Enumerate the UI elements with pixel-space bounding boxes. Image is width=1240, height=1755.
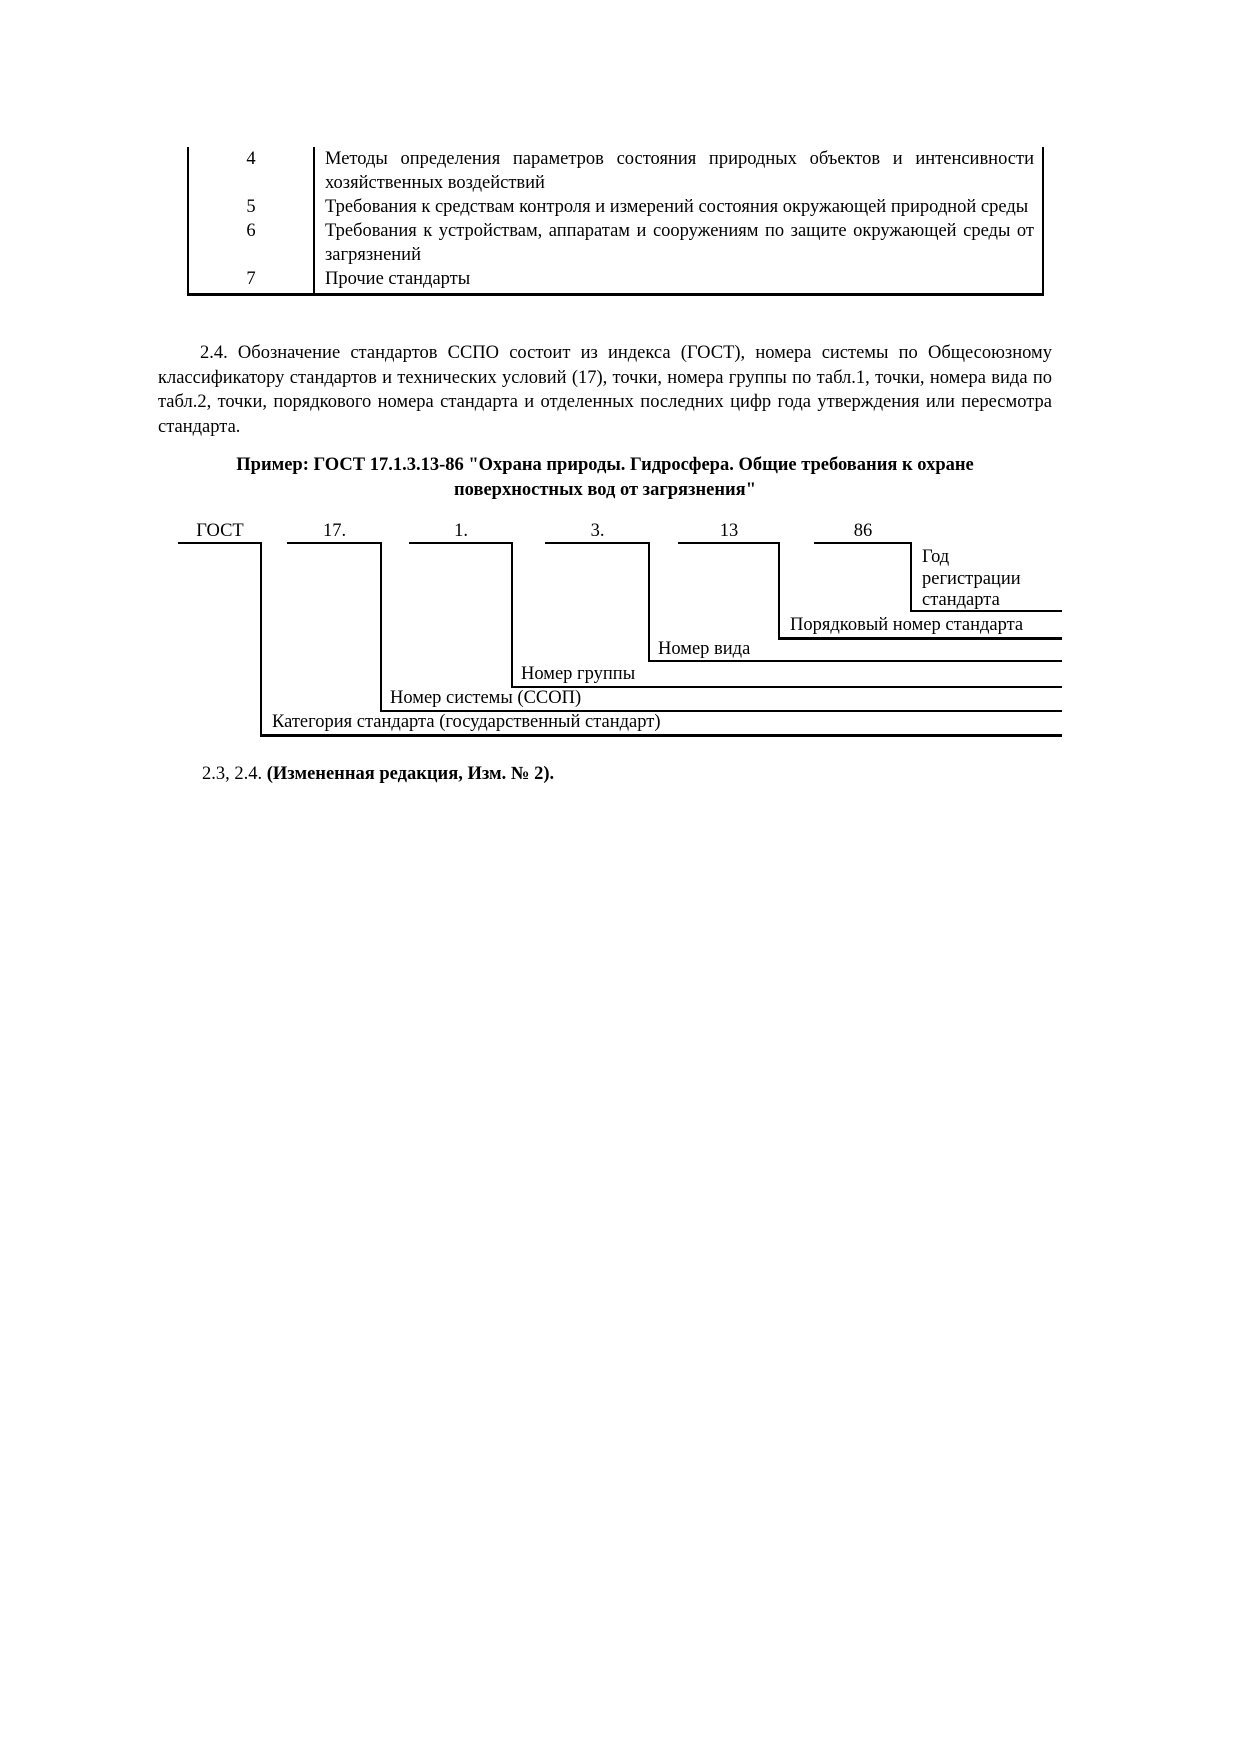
label-year-line-2: регистрации xyxy=(922,568,1021,589)
line-group-number xyxy=(511,686,1062,688)
label-year-line-1: Год xyxy=(922,547,950,567)
row-text-cell: Требования к средствам контроля и измерений состояния окружающей природной среды xyxy=(314,195,1043,219)
example-heading-line-1: Пример: ГОСТ 17.1.3.13-86 "Охрана природы. Гидросфера. Общие требования к охране xyxy=(236,455,974,475)
row-text-cell: Прочие стандарты xyxy=(314,267,1043,295)
connector-gost xyxy=(260,542,262,736)
line-kind-number xyxy=(648,660,1062,662)
clause-2-4-paragraph: 2.4. Обозначение стандартов ССПО состоит из индекса (ГОСТ), номера системы по Общесоюзному классификатору стандартов и технических условий (17), точки, номера группы по табл.1, точки, номера вида по табл.2, точки, порядкового номера стандарта и отделенных последних цифр года утверждения или пересмотра стандарта. xyxy=(158,343,1052,437)
token-gost: ГОСТ xyxy=(196,521,244,541)
token-underline-system xyxy=(287,542,382,544)
amendment-note xyxy=(158,762,1052,786)
row-text-cell: Требования к устройствам, аппаратам и сооружениям по защите окружающей среды от загрязнений xyxy=(314,219,1043,267)
connector-system xyxy=(380,542,382,712)
row-number-cell: 5 xyxy=(188,195,314,219)
amendment-note-prefix: 2.3, 2.4. xyxy=(202,764,267,784)
row-text-cell: Методы определения параметров состояния природных объектов и интенсивности хозяйственных воздействий xyxy=(314,147,1043,195)
label-year-registration xyxy=(922,547,1072,612)
connector-ordinal xyxy=(778,542,780,639)
connector-year xyxy=(910,542,912,612)
token-underline-ordinal xyxy=(678,542,780,544)
label-ordinal-number: Порядковый номер стандарта xyxy=(790,615,1024,635)
token-year: 86 xyxy=(853,521,873,541)
row-number-cell: 7 xyxy=(188,267,314,295)
connector-group xyxy=(511,542,513,688)
token-underline-group xyxy=(409,542,513,544)
token-kind-number: 3. xyxy=(590,521,605,541)
line-system-number xyxy=(380,710,1062,712)
token-system-number: 17. xyxy=(322,521,347,541)
token-underline-kind xyxy=(545,542,650,544)
label-standard-category: Категория стандарта (государственный стандарт) xyxy=(272,712,661,732)
line-ordinal-number xyxy=(778,637,1062,640)
connector-kind xyxy=(648,542,650,662)
label-group-number: Номер группы xyxy=(521,664,636,684)
row-number-cell: 4 xyxy=(188,147,314,195)
token-underline-year xyxy=(814,542,912,544)
token-underline-gost xyxy=(178,542,262,544)
token-ordinal-number: 13 xyxy=(719,521,739,541)
amendment-note-bold: (Измененная редакция, Изм. № 2). xyxy=(266,764,555,784)
label-system-number: Номер системы (ССОП) xyxy=(390,688,582,708)
label-kind-number: Номер вида xyxy=(658,639,751,659)
label-year-line-3: стандарта xyxy=(922,590,1000,610)
example-heading-line-2: поверхностных вод от загрязнения" xyxy=(454,480,756,500)
line-standard-category xyxy=(260,734,1062,737)
row-number-cell: 6 xyxy=(188,219,314,267)
designation-diagram xyxy=(0,0,1240,800)
token-group-number: 1. xyxy=(454,521,468,541)
line-year-registration xyxy=(910,610,1062,612)
